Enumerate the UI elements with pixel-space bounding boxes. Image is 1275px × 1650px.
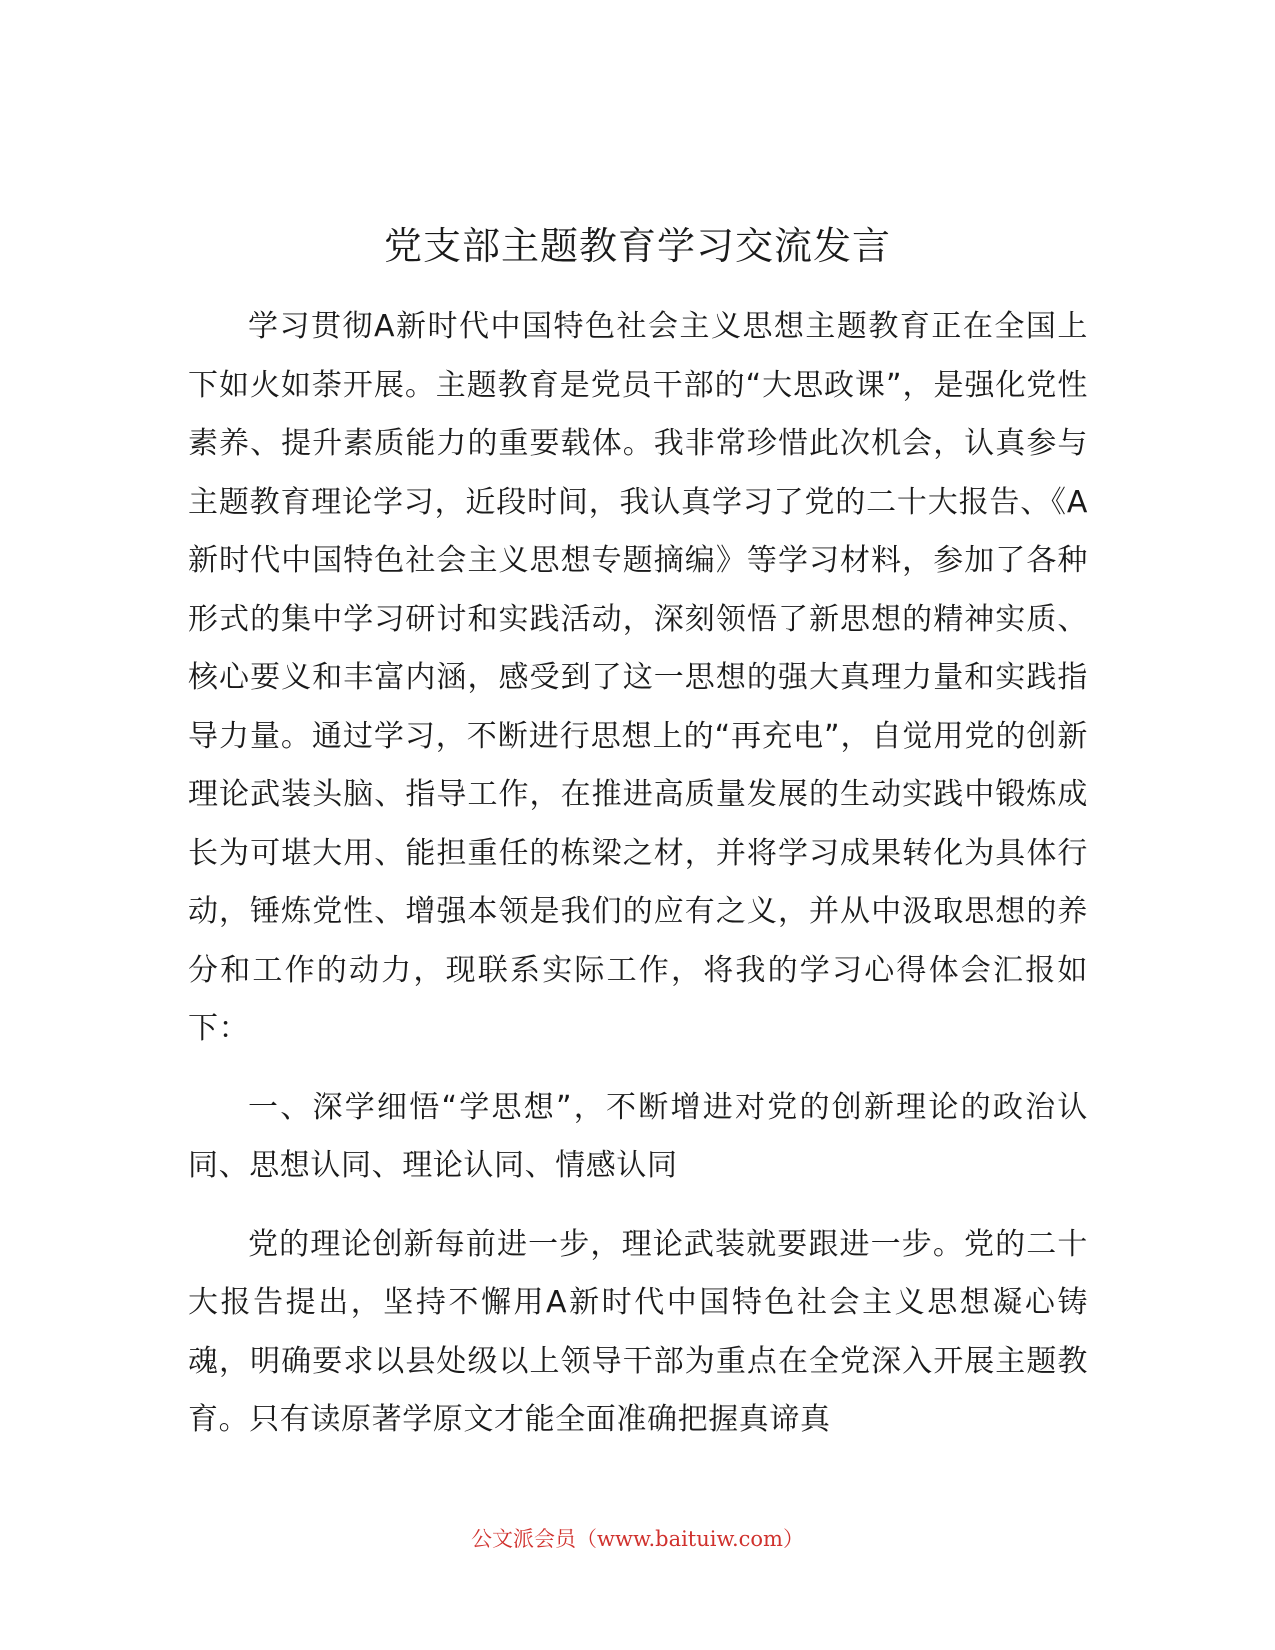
document-title: 党支部主题教育学习交流发言 <box>383 224 891 268</box>
footer-watermark: 公文派会员（www.baituiw.com） <box>471 1527 804 1551</box>
paragraph-section-1: 党的理论创新每前进一步，理论武装就要跟进一步。党的二十大报告提出，坚持不懈用A新时代中国特色社会主义思想凝心铸魂，明确要求以县处级以上领导干部为重点在全党深入开展主题教育。只有读原著学原文才能全面准确把握真谛真 <box>188 1226 1088 1437</box>
section-heading-1: 一、深学细悟“学思想”，不断增进对党的创新理论的政治认同、思想认同、理论认同、情感认同 <box>188 1089 1088 1183</box>
document-body <box>188 298 1088 1450</box>
paragraph-intro: 学习贯彻A新时代中国特色社会主义思想主题教育正在全国上下如火如荼开展。主题教育是党员干部的“大思政课”，是强化党性素养、提升素质能力的重要载体。我非常珍惜此次机会，认真参与主题教育理论学习，近段时间，我认真学习了党的二十大报告、《A新时代中国特色社会主义思想专题摘编》等学习材料，参加了各种形式的集中学习研讨和实践活动，深刻领悟了新思想的精神实质、核心要义和丰富内涵，感受到了这一思想的强大真理力量和实践指导力量。通过学习，不断进行思想上的“再充电”，自觉用党的创新理论武装头脑、指导工作，在推进高质量发展的生动实践中锻炼成长为可堪大用、能担重任的栋梁之材，并将学习成果转化为具体行动，锤炼党性、增强本领是我们的应有之义，并从中汲取思想的养分和工作的动力，现联系实际工作，将我的学习心得体会汇报如下： <box>188 309 1088 1046</box>
